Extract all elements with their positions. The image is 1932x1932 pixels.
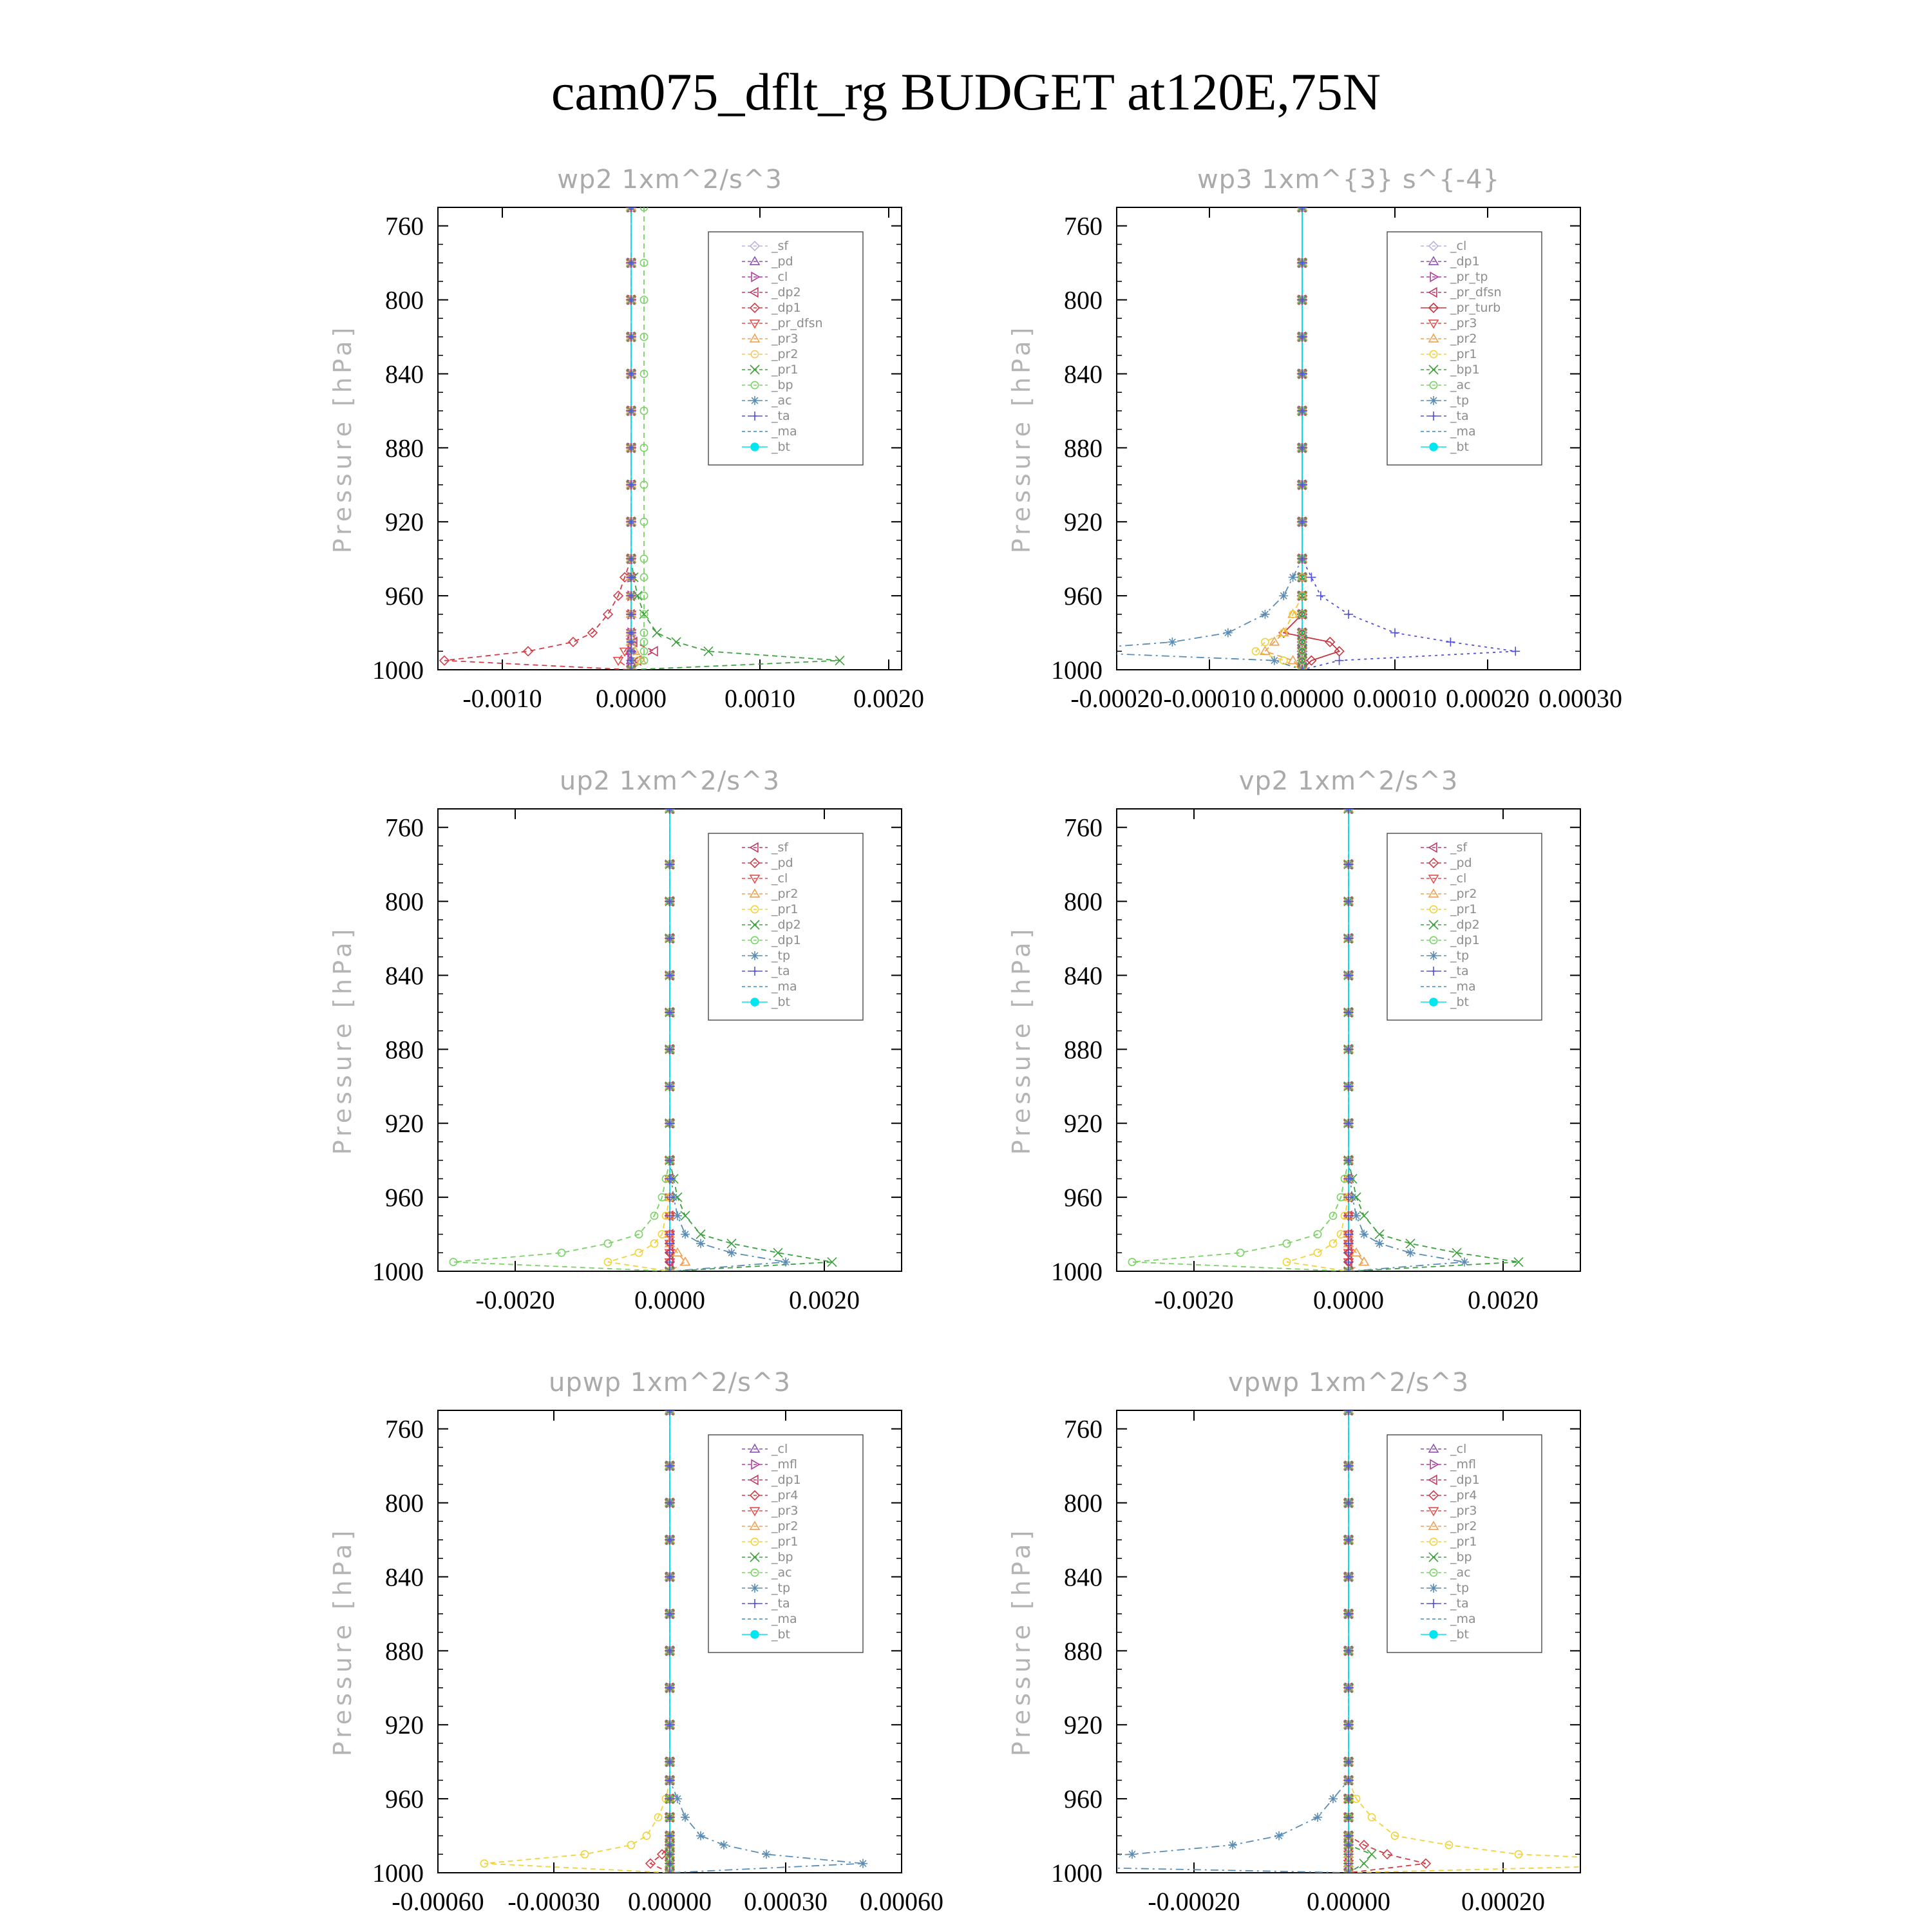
- legend-marker: [750, 396, 759, 405]
- legend: [1387, 232, 1542, 465]
- y-tick-label: 960: [385, 582, 424, 611]
- legend-label: _ta: [1450, 409, 1469, 423]
- legend-label: _pr_tp: [1450, 270, 1488, 284]
- x-tick-label: 0.00010: [1353, 684, 1437, 713]
- legend-label: _dp1: [1450, 254, 1480, 269]
- legend-label: _ac: [1450, 378, 1471, 392]
- y-tick-label: 800: [1064, 285, 1103, 315]
- x-tick-label: -0.00020: [1070, 684, 1163, 713]
- legend-label: _mfl: [1450, 1457, 1476, 1472]
- x-tick-label: 0.00000: [628, 1887, 712, 1916]
- legend-label: _cl: [772, 871, 788, 886]
- legend-label: _sf: [772, 239, 789, 253]
- x-tick-label: 0.00030: [1539, 684, 1622, 713]
- data-point: [1228, 1841, 1237, 1850]
- legend-label: _ac: [772, 393, 792, 408]
- legend-label: _pr4: [772, 1488, 799, 1502]
- legend-label: _tp: [1450, 1581, 1470, 1595]
- legend-marker: [1429, 396, 1438, 405]
- legend-label: _pr1: [1450, 347, 1477, 361]
- legend-label: _dp1: [772, 1473, 801, 1487]
- legend-label: _ma: [772, 424, 797, 439]
- y-tick-label: 880: [1064, 1035, 1103, 1065]
- data-point: [719, 1841, 728, 1850]
- x-tick-label: 0.0020: [1468, 1285, 1539, 1314]
- data-point: [1352, 1211, 1361, 1220]
- legend-label: _pr2: [1450, 332, 1477, 346]
- y-tick-label: 840: [385, 359, 424, 389]
- y-tick-label: 960: [385, 1785, 424, 1814]
- data-point: [1329, 1794, 1338, 1803]
- data-point: [781, 1258, 790, 1267]
- y-tick-label: 1000: [372, 1257, 424, 1286]
- legend-label: _bt: [772, 1627, 791, 1642]
- y-tick-label: 880: [1064, 1636, 1103, 1666]
- data-point: [673, 1211, 682, 1220]
- x-tick-label: 0.00030: [744, 1887, 828, 1916]
- y-axis-label: Pressure [hPa]: [328, 1526, 357, 1757]
- x-tick-label: -0.0010: [462, 684, 542, 713]
- legend-marker: [1430, 998, 1438, 1007]
- legend-label: _dp2: [772, 285, 801, 299]
- legend: [708, 833, 863, 1020]
- x-tick-label: 0.0020: [789, 1285, 860, 1314]
- y-tick-label: 1000: [1051, 1257, 1103, 1286]
- x-tick-label: -0.00030: [507, 1887, 600, 1916]
- legend-label: _ma: [1450, 980, 1476, 994]
- legend-label: _dp2: [772, 918, 801, 932]
- x-tick-label: 0.0000: [634, 1285, 705, 1314]
- y-tick-label: 800: [1064, 887, 1103, 916]
- legend-label: _pr2: [1450, 887, 1477, 901]
- legend-label: _dp1: [1450, 933, 1480, 947]
- legend-label: _pr_turb: [1450, 301, 1501, 315]
- legend-label: _pr1: [1450, 1535, 1477, 1549]
- legend-label: _pr4: [1450, 1488, 1477, 1502]
- legend-marker: [751, 998, 759, 1007]
- y-tick-label: 960: [1064, 1785, 1103, 1814]
- legend-label: _pr_dfsn: [772, 316, 823, 330]
- legend-label: _ta: [1450, 964, 1469, 978]
- legend-marker: [751, 1631, 759, 1639]
- legend-label: _pr3: [1450, 1504, 1477, 1518]
- y-tick-label: 800: [385, 1488, 424, 1518]
- legend-label: _bt: [1450, 1627, 1470, 1642]
- data-point: [727, 1248, 736, 1257]
- legend-label: _ma: [772, 1612, 797, 1626]
- legend-label: _dp1: [1450, 1473, 1480, 1487]
- legend-label: _sf: [772, 840, 789, 855]
- x-tick-label: 0.00060: [860, 1887, 943, 1916]
- legend-label: _cl: [1450, 239, 1467, 253]
- y-tick-label: 760: [1064, 1414, 1103, 1444]
- x-tick-label: 0.0000: [596, 684, 667, 713]
- legend-label: _tp: [1450, 393, 1470, 408]
- legend-label: _pr1: [1450, 902, 1477, 916]
- legend-marker: [1430, 1631, 1438, 1639]
- panel-title: up2 1xm^2/s^3: [559, 766, 781, 796]
- data-point: [1128, 1850, 1137, 1859]
- legend: [708, 1435, 863, 1653]
- legend-label: _pr3: [1450, 316, 1477, 330]
- legend-label: _pd: [772, 254, 793, 269]
- legend-label: _dp1: [772, 301, 801, 315]
- legend-label: _tp: [772, 949, 791, 963]
- legend-label: _tp: [1450, 949, 1470, 963]
- legend-label: _ta: [1450, 1596, 1469, 1611]
- legend-label: _ma: [1450, 1612, 1476, 1626]
- y-tick-label: 800: [385, 887, 424, 916]
- y-tick-label: 960: [1064, 582, 1103, 611]
- y-tick-label: 800: [385, 285, 424, 315]
- x-tick-label: 0.00000: [1307, 1887, 1390, 1916]
- legend-label: _dp1: [772, 933, 801, 947]
- legend-marker: [750, 1584, 759, 1593]
- panel-title: vpwp 1xm^2/s^3: [1227, 1368, 1470, 1397]
- legend-label: _bt: [1450, 440, 1470, 454]
- x-tick-label: 0.00000: [1260, 684, 1344, 713]
- legend-label: _pr1: [772, 1535, 799, 1549]
- x-tick-label: -0.00010: [1163, 684, 1256, 713]
- y-tick-label: 760: [1064, 211, 1103, 241]
- y-tick-label: 760: [385, 813, 424, 842]
- x-tick-label: -0.0020: [475, 1285, 555, 1314]
- y-axis-label: Pressure [hPa]: [1007, 1526, 1036, 1757]
- y-tick-label: 920: [1064, 1109, 1103, 1139]
- legend-label: _pd: [772, 856, 793, 870]
- y-tick-label: 800: [1064, 1488, 1103, 1518]
- x-tick-label: 0.00020: [1461, 1887, 1545, 1916]
- y-tick-label: 920: [385, 1109, 424, 1139]
- legend-label: _sf: [1450, 840, 1468, 855]
- legend-label: _pr1: [772, 902, 799, 916]
- y-tick-label: 880: [385, 1035, 424, 1065]
- x-tick-label: -0.00020: [1148, 1887, 1240, 1916]
- legend-label: _bp: [772, 378, 793, 392]
- data-point: [1313, 1813, 1322, 1822]
- x-tick-label: 0.0020: [853, 684, 924, 713]
- legend-label: _bt: [772, 995, 791, 1009]
- legend-label: _pd: [1450, 856, 1472, 870]
- panel-title: upwp 1xm^2/s^3: [549, 1368, 791, 1397]
- legend-label: _ac: [1450, 1566, 1471, 1580]
- y-tick-label: 840: [385, 961, 424, 990]
- data-point: [762, 1850, 771, 1859]
- y-tick-label: 880: [385, 433, 424, 463]
- y-tick-label: 840: [1064, 359, 1103, 389]
- legend-label: _ta: [772, 1596, 790, 1611]
- legend-label: _pr2: [772, 347, 799, 361]
- y-tick-label: 840: [385, 1562, 424, 1592]
- legend-label: _mfl: [772, 1457, 797, 1472]
- legend: [708, 232, 863, 465]
- x-tick-label: -0.00060: [392, 1887, 484, 1916]
- legend-label: _cl: [772, 270, 788, 284]
- legend-label: _dp2: [1450, 918, 1480, 932]
- data-point: [673, 1794, 682, 1803]
- y-tick-label: 1000: [372, 1859, 424, 1888]
- legend-label: _ta: [772, 964, 790, 978]
- legend: [1387, 833, 1542, 1020]
- x-tick-label: -0.0020: [1154, 1285, 1234, 1314]
- legend-label: _cl: [1450, 1442, 1467, 1456]
- legend-label: _tp: [772, 1581, 791, 1595]
- x-tick-label: 0.0010: [724, 684, 795, 713]
- legend-label: _ma: [1450, 424, 1476, 439]
- legend-label: _pr2: [1450, 1519, 1477, 1533]
- legend-marker: [1430, 443, 1438, 451]
- data-point: [858, 1859, 867, 1868]
- y-axis-label: Pressure [hPa]: [328, 925, 357, 1155]
- y-axis-label: Pressure [hPa]: [1007, 323, 1036, 554]
- data-point: [681, 1813, 690, 1822]
- y-tick-label: 880: [1064, 433, 1103, 463]
- legend-label: _pr3: [772, 332, 799, 346]
- y-tick-label: 960: [1064, 1183, 1103, 1213]
- y-tick-label: 760: [1064, 813, 1103, 842]
- panel-title: vp2 1xm^2/s^3: [1238, 766, 1459, 796]
- x-tick-label: 0.0000: [1313, 1285, 1384, 1314]
- legend-label: _bp1: [1450, 363, 1480, 377]
- y-tick-label: 920: [1064, 1710, 1103, 1740]
- y-tick-label: 760: [385, 211, 424, 241]
- y-tick-label: 920: [1064, 507, 1103, 537]
- legend-marker: [751, 443, 759, 451]
- y-tick-label: 880: [385, 1636, 424, 1666]
- legend-label: _pr3: [772, 1504, 799, 1518]
- data-point: [1460, 1258, 1469, 1267]
- panel-title: wp2 1xm^2/s^3: [557, 165, 782, 194]
- y-tick-label: 840: [1064, 1562, 1103, 1592]
- y-tick-label: 760: [385, 1414, 424, 1444]
- y-axis-label: Pressure [hPa]: [328, 323, 357, 554]
- legend-label: _bp: [1450, 1550, 1472, 1564]
- legend-marker: [750, 951, 759, 960]
- data-point: [1274, 1832, 1283, 1841]
- y-tick-label: 920: [385, 1710, 424, 1740]
- y-axis-label: Pressure [hPa]: [1007, 925, 1036, 1155]
- data-point: [1406, 1248, 1415, 1257]
- legend-label: _ma: [772, 980, 797, 994]
- y-tick-label: 920: [385, 507, 424, 537]
- legend-marker: [1429, 1584, 1438, 1593]
- y-tick-label: 840: [1064, 961, 1103, 990]
- legend-label: _pr2: [772, 1519, 799, 1533]
- y-tick-label: 960: [385, 1183, 424, 1213]
- legend-label: _pr2: [772, 887, 799, 901]
- legend-label: _cl: [1450, 871, 1467, 886]
- figure-title: cam075_dflt_rg BUDGET at120E,75N: [551, 62, 1381, 121]
- y-tick-label: 1000: [1051, 1859, 1103, 1888]
- legend-label: _pr_dfsn: [1450, 285, 1502, 299]
- legend-label: _bt: [1450, 995, 1470, 1009]
- legend-label: _ac: [772, 1566, 792, 1580]
- panel-title: wp3 1xm^{3} s^{-4}: [1197, 165, 1501, 194]
- legend-label: _cl: [772, 1442, 788, 1456]
- y-tick-label: 1000: [372, 656, 424, 685]
- y-tick-label: 1000: [1051, 656, 1103, 685]
- data-point: [696, 1832, 705, 1841]
- legend-label: _bt: [772, 440, 791, 454]
- x-tick-label: 0.00020: [1446, 684, 1530, 713]
- legend-label: _bp: [772, 1550, 793, 1564]
- legend-marker: [1429, 951, 1438, 960]
- legend-label: _ta: [772, 409, 790, 423]
- legend: [1387, 1435, 1542, 1653]
- legend-label: _pr1: [772, 363, 799, 377]
